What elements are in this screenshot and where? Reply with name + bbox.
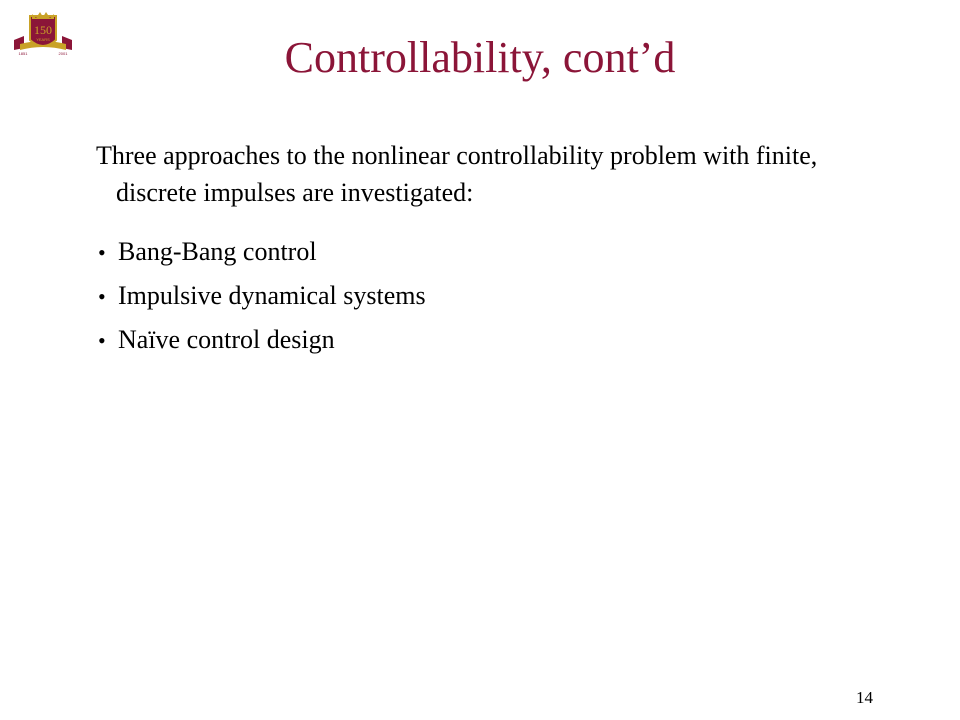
slide-title: Controllability, cont’d [284,33,676,82]
bullet-item [98,274,426,318]
page-number: 14 [856,688,873,707]
bullet-item [98,230,426,274]
svg-text:150: 150 [34,23,52,37]
bullet-dot-icon: • [98,284,106,309]
bullet-dot-icon: • [98,240,106,265]
bullet-label: Impulsive dynamical systems [118,281,426,310]
bullet-dot-icon: • [98,328,106,353]
svg-text:YEARS: YEARS [36,37,50,42]
bullet-item [98,318,426,362]
svg-text:2001: 2001 [58,51,68,56]
bullet-label: Bang-Bang control [118,237,317,266]
bullet-label: Naïve control design [118,325,335,354]
intro-paragraph: Three approaches to the nonlinear controllability problem with finite, discrete impulses are investigated: [96,141,818,207]
bullet-list [98,230,426,362]
svg-text:1851: 1851 [18,51,28,56]
